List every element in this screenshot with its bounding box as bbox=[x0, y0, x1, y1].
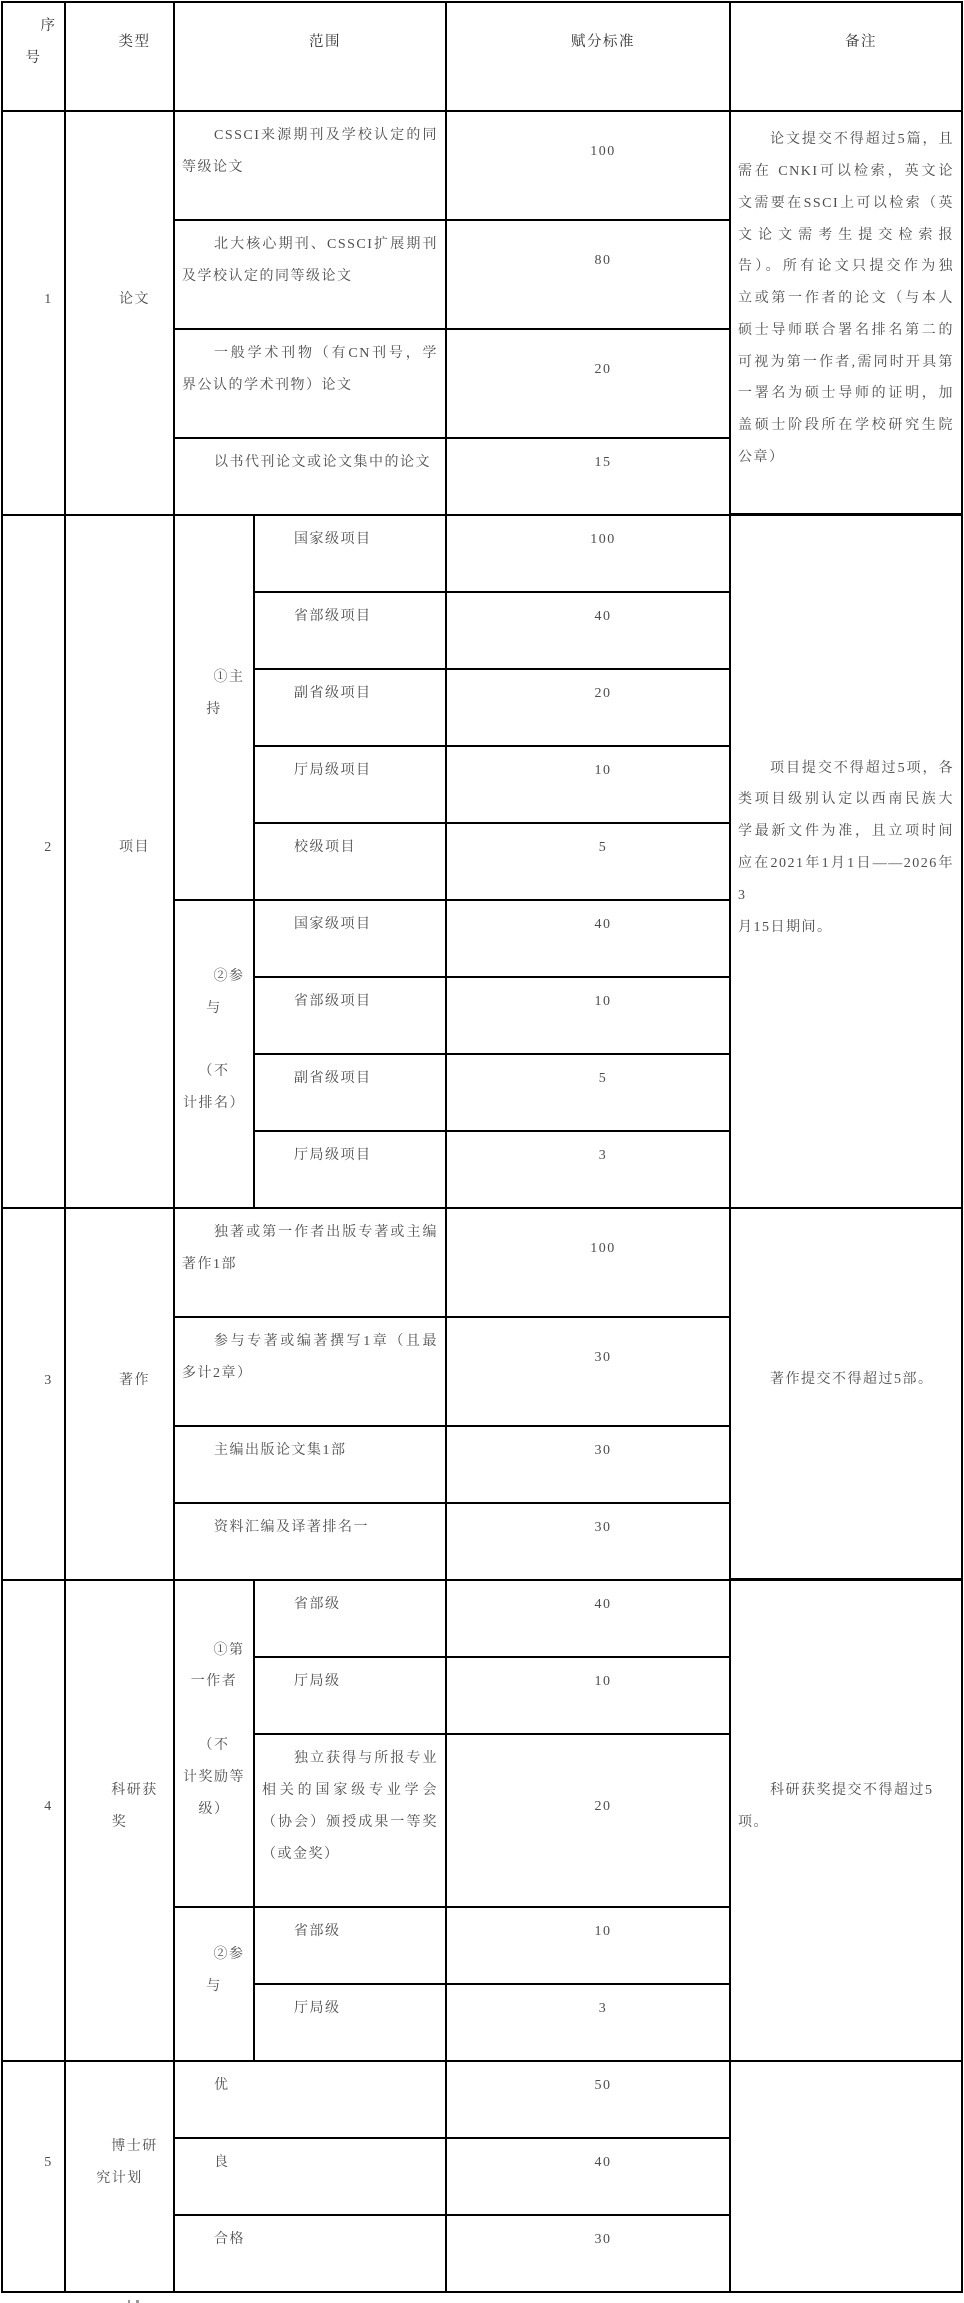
row-3-type bbox=[66, 1209, 175, 1581]
row-4-note bbox=[731, 1581, 963, 2062]
row-3-scope-2 bbox=[175, 1318, 447, 1427]
text-line: 与 bbox=[206, 1978, 222, 1994]
text-line: （不 bbox=[198, 1064, 230, 1080]
text-line: 良 bbox=[214, 2155, 230, 2171]
text-line: （不 bbox=[198, 1738, 230, 1753]
text-line: 副省级项目 bbox=[294, 686, 372, 702]
row-2-participate-scope-2 bbox=[255, 978, 447, 1055]
text-line: 与 bbox=[206, 1000, 222, 1016]
row-5-seq bbox=[3, 2062, 66, 2293]
text-line: 类型 bbox=[118, 34, 151, 51]
text-line: 5 bbox=[598, 1071, 608, 1087]
text-line: ①主 bbox=[213, 670, 245, 686]
text-line: ①第 bbox=[213, 1642, 245, 1658]
text-line: 参与专著或编著撰写1章（且最 bbox=[214, 1334, 438, 1350]
row-4-group-first-author bbox=[175, 1581, 255, 1908]
text-line: 2 bbox=[44, 840, 53, 856]
row-3-score-3 bbox=[447, 1427, 731, 1504]
row-4-first-scope-3 bbox=[255, 1735, 447, 1908]
text-line: 论文 bbox=[119, 291, 150, 307]
text-line: 80 bbox=[594, 253, 612, 269]
row-2-host-scope-5 bbox=[255, 824, 447, 901]
text-line: 40 bbox=[594, 609, 612, 625]
row-1-score-3 bbox=[447, 330, 731, 439]
text-line: 文需要在SSCI上可以检索（英 bbox=[738, 195, 954, 211]
row-4-first-score-1 bbox=[447, 1581, 731, 1658]
row-2-participate-score-1 bbox=[447, 901, 731, 978]
text-line: 3 bbox=[44, 1372, 53, 1388]
text-line: 10 bbox=[594, 1674, 612, 1690]
row-3-score-1 bbox=[447, 1209, 731, 1318]
text-line: 5 bbox=[44, 2155, 53, 2171]
text-line: 20 bbox=[594, 1799, 612, 1815]
text-line: CSSCI来源期刊及学校认定的同 bbox=[214, 128, 438, 144]
header-type bbox=[66, 3, 175, 112]
text-line: 科研获奖提交不得超过5 bbox=[770, 1783, 934, 1799]
row-4-type bbox=[66, 1581, 175, 2062]
row-4-first-scope-1 bbox=[255, 1581, 447, 1658]
row-1-scope-2 bbox=[175, 221, 447, 330]
text-line: 项目提交不得超过5项，各 bbox=[770, 760, 954, 776]
text-line: 省部级项目 bbox=[294, 609, 372, 625]
row-1-score-4 bbox=[447, 439, 731, 516]
header-score bbox=[447, 3, 731, 112]
text-line: 10 bbox=[594, 994, 612, 1010]
text-line: 计奖励等 bbox=[183, 1769, 245, 1785]
text-line: 30 bbox=[594, 1520, 612, 1536]
row-5-type bbox=[66, 2062, 175, 2293]
row-1-scope-1 bbox=[175, 112, 447, 221]
text-line: 3 bbox=[598, 2001, 608, 2017]
text-line: 号 bbox=[25, 50, 42, 66]
row-2-host-scope-2 bbox=[255, 593, 447, 670]
text-line: 项。 bbox=[738, 1815, 769, 1830]
text-line: 等级论文 bbox=[182, 160, 244, 175]
row-2-participate-scope-4 bbox=[255, 1132, 447, 1209]
text-line: 以书代刊论文或论文集中的论文 bbox=[214, 455, 431, 471]
text-line: 厅局级项目 bbox=[294, 763, 372, 779]
text-line: 学最新文件为准，且立项时间 bbox=[738, 824, 954, 840]
text-line: 需在 CNKI可以检索，英文论 bbox=[738, 163, 954, 179]
header-note bbox=[731, 3, 963, 112]
text-line: 博士研 bbox=[111, 2139, 158, 2155]
text-line: 4 bbox=[44, 1799, 53, 1815]
text-line: 3 bbox=[598, 1148, 608, 1164]
text-line: 1 bbox=[44, 291, 53, 307]
row-4-group-participate bbox=[175, 1908, 255, 2062]
text-line: 盖硕士阶段所在学校研究生院 bbox=[738, 418, 954, 434]
text-line: 北大核心期刊、CSSCI扩展期刊 bbox=[214, 237, 438, 253]
row-3-note bbox=[731, 1209, 963, 1581]
text-line: 主编出版论文集1部 bbox=[214, 1443, 347, 1459]
text-line: 厅局级项目 bbox=[294, 1148, 372, 1164]
text-line: 著作 bbox=[119, 1372, 150, 1388]
text-line: 奖 bbox=[111, 1815, 128, 1830]
text-line: 省部级 bbox=[294, 1924, 341, 1940]
row-2-host-scope-4 bbox=[255, 747, 447, 824]
text-line: 著作提交不得超过5部。 bbox=[770, 1372, 934, 1388]
row-2-participate-scope-3 bbox=[255, 1055, 447, 1132]
text-line: 告）。所有论文只提交作为独 bbox=[738, 259, 954, 275]
row-1-score-1 bbox=[447, 112, 731, 221]
row-4-participate-scope-1 bbox=[255, 1908, 447, 1985]
text-line: 月15日期间。 bbox=[738, 919, 833, 935]
row-5-score-3 bbox=[447, 2216, 731, 2293]
text-line: 40 bbox=[594, 2155, 612, 2171]
text-line: 优 bbox=[214, 2078, 230, 2094]
text-line: 100 bbox=[590, 532, 616, 548]
text-line: 序 bbox=[40, 18, 57, 35]
text-line: ②参 bbox=[213, 1946, 245, 1962]
text-line: 多计2章） bbox=[182, 1366, 253, 1381]
row-4-first-score-3 bbox=[447, 1735, 731, 1908]
text-line: 100 bbox=[590, 1241, 616, 1257]
row-2-participate-scope-1 bbox=[255, 901, 447, 978]
row-4-seq bbox=[3, 1581, 66, 2062]
row-2-host-score-1 bbox=[447, 516, 731, 593]
text-line: 级） bbox=[198, 1801, 230, 1817]
text-line: 厅局级 bbox=[294, 1674, 341, 1690]
text-line: 20 bbox=[594, 362, 612, 378]
row-5-scope-2 bbox=[175, 2139, 447, 2216]
text-line: 备注 bbox=[845, 34, 877, 51]
text-line: 30 bbox=[594, 2232, 612, 2248]
text-line: 30 bbox=[594, 1350, 612, 1366]
text-line: 30 bbox=[594, 1443, 612, 1459]
text-line: 范围 bbox=[309, 34, 341, 51]
row-2-seq bbox=[3, 516, 66, 1209]
row-5-score-2 bbox=[447, 2139, 731, 2216]
row-5-score-1 bbox=[447, 2062, 731, 2139]
header-seq bbox=[3, 3, 66, 112]
row-1-note bbox=[731, 112, 963, 516]
text-line: 一般学术刊物（有CN刊号，学 bbox=[214, 346, 438, 362]
row-5-scope-3 bbox=[175, 2216, 447, 2293]
text-line: ②参 bbox=[213, 969, 245, 984]
row-2-participate-score-2 bbox=[447, 978, 731, 1055]
row-2-host-score-5 bbox=[447, 824, 731, 901]
row-2-participate-score-3 bbox=[447, 1055, 731, 1132]
text-line: 文论文需考生提交检索报 bbox=[738, 227, 954, 243]
text-line: 40 bbox=[594, 917, 612, 933]
text-line: 厅局级 bbox=[294, 2001, 341, 2017]
text-line: 5 bbox=[598, 840, 608, 856]
row-3-score-4 bbox=[447, 1504, 731, 1581]
text-line: 相关的国家级专业学会 bbox=[262, 1783, 438, 1799]
text-line: 及学校认定的同等级论文 bbox=[182, 269, 353, 284]
row-3-seq bbox=[3, 1209, 66, 1581]
scoring-criteria-table bbox=[1, 1, 963, 2293]
row-3-scope-1 bbox=[175, 1209, 447, 1318]
text-line: 100 bbox=[590, 144, 616, 160]
row-2-host-scope-1 bbox=[255, 516, 447, 593]
text-line bbox=[182, 1025, 246, 1057]
text-line: 国家级项目 bbox=[294, 532, 372, 548]
row-4-participate-score-1 bbox=[447, 1908, 731, 1985]
text-line: 应在2021年1月1日——2026年3 bbox=[738, 856, 954, 903]
row-2-participate-score-4 bbox=[447, 1132, 731, 1209]
text-line: 计排名） bbox=[183, 1096, 245, 1112]
row-2-group-host bbox=[175, 516, 255, 901]
text-line: 15 bbox=[594, 455, 612, 471]
row-2-note bbox=[731, 516, 963, 1209]
text-line: 一作者 bbox=[190, 1674, 238, 1690]
text-line: 赋分标准 bbox=[571, 34, 635, 51]
row-1-scope-4 bbox=[175, 439, 447, 516]
text-line: 合格 bbox=[214, 2232, 245, 2248]
row-1-score-2 bbox=[447, 221, 731, 330]
text-line: 可视为第一作者,需同时开具第 bbox=[738, 354, 954, 370]
text-line: 资料汇编及译著排名一 bbox=[214, 1520, 369, 1536]
row-3-scope-3 bbox=[175, 1427, 447, 1504]
row-1-seq bbox=[3, 112, 66, 516]
row-2-host-score-3 bbox=[447, 670, 731, 747]
row-5-scope-1 bbox=[175, 2062, 447, 2139]
text-line: 究计划 bbox=[96, 2171, 143, 2186]
text-line: 公章） bbox=[738, 450, 785, 466]
text-line: 独著或第一作者出版专著或主编 bbox=[214, 1225, 438, 1241]
row-2-host-score-4 bbox=[447, 747, 731, 824]
text-line: （协会）颁授成果一等奖 bbox=[262, 1815, 438, 1830]
text-line: 持 bbox=[206, 702, 222, 717]
text-line: 10 bbox=[594, 763, 612, 779]
text-line: 界公认的学术刊物）论文 bbox=[182, 378, 353, 393]
text-line: 10 bbox=[594, 1924, 612, 1940]
text-line: 科研获 bbox=[111, 1783, 158, 1799]
text-line: 一署名为硕士导师的证明，加 bbox=[738, 386, 954, 402]
row-2-host-scope-3 bbox=[255, 670, 447, 747]
text-line: 省部级 bbox=[294, 1597, 341, 1613]
text-line: （或金奖） bbox=[262, 1846, 340, 1862]
text-line: 校级项目 bbox=[294, 840, 356, 856]
row-4-first-score-2 bbox=[447, 1658, 731, 1735]
text-line: 论文提交不得超过5篇，且 bbox=[770, 132, 954, 148]
header-scope bbox=[175, 3, 447, 112]
text-line: 项目 bbox=[119, 840, 150, 856]
text-line: 著作1部 bbox=[182, 1257, 237, 1272]
text-line: 国家级项目 bbox=[294, 917, 372, 933]
text-line: 副省级项目 bbox=[294, 1071, 372, 1087]
row-2-group-participate bbox=[175, 901, 255, 1209]
row-3-scope-4 bbox=[175, 1504, 447, 1581]
row-4-participate-score-2 bbox=[447, 1985, 731, 2062]
row-5-note bbox=[731, 2062, 963, 2293]
cut-off-text-fragment bbox=[128, 2299, 142, 2303]
row-1-scope-3 bbox=[175, 330, 447, 439]
row-1-type bbox=[66, 112, 175, 516]
text-line: 40 bbox=[594, 1597, 612, 1613]
row-4-first-scope-2 bbox=[255, 1658, 447, 1735]
text-line: 20 bbox=[594, 686, 612, 702]
text-line: 50 bbox=[594, 2078, 612, 2094]
text-line bbox=[182, 1698, 246, 1730]
row-2-type bbox=[66, 516, 175, 1209]
text-line: 省部级项目 bbox=[294, 994, 372, 1010]
text-line: 硕士导师联合署名排名第二的 bbox=[738, 322, 954, 338]
text-line: 类项目级别认定以西南民族大 bbox=[738, 792, 954, 808]
text-line: 独立获得与所报专业 bbox=[294, 1751, 438, 1767]
row-2-host-score-2 bbox=[447, 593, 731, 670]
row-3-score-2 bbox=[447, 1318, 731, 1427]
text-line: 立或第一作者的论文（与本人 bbox=[738, 291, 954, 307]
row-4-participate-scope-2 bbox=[255, 1985, 447, 2062]
